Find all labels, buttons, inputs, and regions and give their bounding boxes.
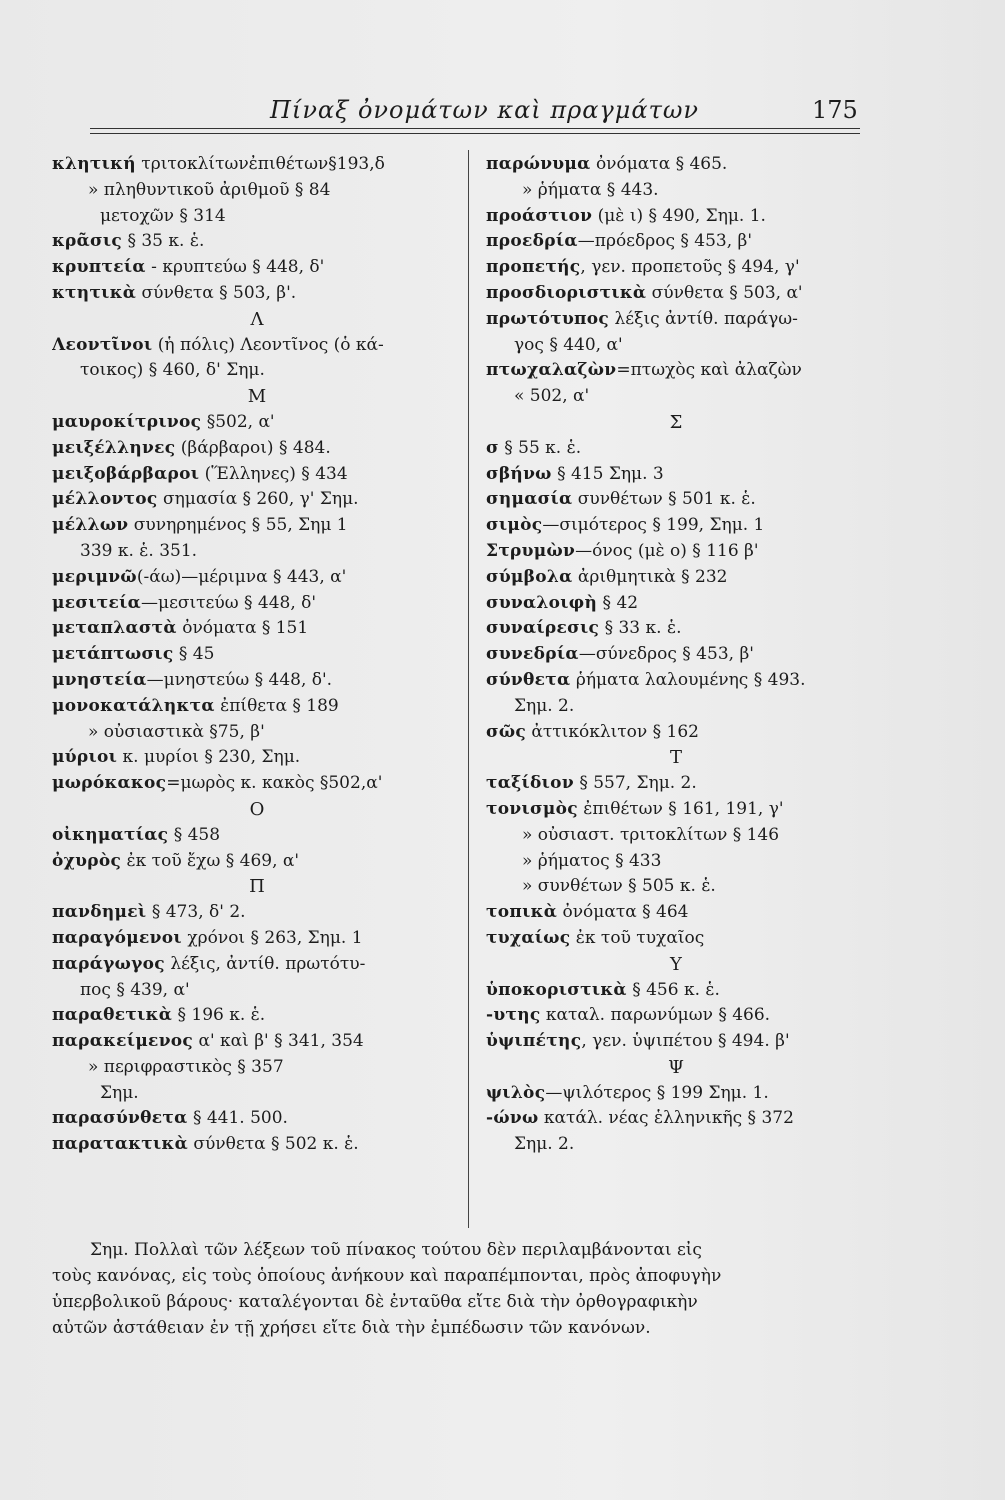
entry-reference: Σημ. — [100, 1082, 139, 1103]
footnote-line: τοὺς κανόνας, εἰς τοὺς ὁποίους ἀνήκουν καὶ παραπέμπονται, πρὸς ἀποφυγὴν — [52, 1266, 722, 1286]
entry-reference: Μ — [247, 386, 267, 408]
entry-headword: τοπικὰ — [486, 902, 558, 923]
entry-reference: Τ — [669, 747, 682, 769]
entry-headword: μύριοι — [52, 747, 118, 768]
index-entry — [52, 229, 462, 255]
entry-reference: Λ — [250, 308, 264, 330]
entry-reference: § 35 κ. ἑ. — [122, 231, 205, 252]
index-entry — [486, 720, 866, 746]
index-entry — [52, 849, 462, 875]
entry-reference: κατάλ. νέας ἑλληνικῆς § 372 — [538, 1108, 794, 1129]
entry-reference: « 502, α' — [514, 386, 590, 407]
entry-reference: Υ — [670, 953, 682, 975]
index-entry — [486, 874, 866, 900]
entry-headword: συνεδρία — [486, 644, 579, 665]
entry-headword: μέλλοντος — [52, 489, 158, 510]
entry-reference: μετοχῶν § 314 — [100, 205, 226, 226]
entry-headword: ὑποκοριστικὰ — [486, 979, 627, 1000]
entry-reference: ὀνόματα § 464 — [557, 902, 689, 923]
entry-reference: (μὲ ι) § 490, Σημ. 1. — [592, 205, 766, 226]
entry-reference: σύνθετα § 502 κ. ἑ. — [187, 1134, 359, 1155]
index-entry — [52, 1055, 462, 1081]
index-entry — [486, 462, 866, 488]
entry-headword: παρασύνθετα — [52, 1108, 188, 1129]
index-entry — [486, 204, 866, 230]
index-entry — [486, 513, 866, 539]
index-entry — [52, 255, 462, 281]
entry-reference: σημασία § 260, γ' Σημ. — [157, 489, 359, 510]
entry-reference: §502, α' — [201, 411, 275, 432]
index-entry — [52, 823, 462, 849]
entry-reference: - κρυπτεύω § 448, δ' — [145, 257, 325, 278]
index-entry — [486, 900, 866, 926]
index-entry — [52, 152, 462, 178]
entry-reference: Π — [249, 876, 265, 898]
section-letter — [486, 952, 866, 978]
index-entry — [52, 978, 462, 1004]
index-entry — [52, 1029, 462, 1055]
entry-headword: -υτης — [486, 1005, 541, 1026]
entry-headword: μετάπτωσις — [52, 644, 174, 665]
entry-headword: προάστιον — [486, 205, 593, 226]
entry-reference: Σ — [669, 411, 683, 433]
column-divider — [468, 150, 469, 1228]
index-entry — [486, 487, 866, 513]
entry-headword: μειξέλληνες — [52, 437, 176, 458]
entry-reference: καταλ. παρωνύμων § 466. — [540, 1005, 771, 1026]
entry-reference: (Ἕλληνες) § 434 — [199, 463, 348, 484]
index-entry — [52, 1081, 462, 1107]
entry-headword: τυχαίως — [486, 927, 571, 948]
entry-reference: , γεν. προπετοῦς § 494, γ' — [580, 257, 800, 278]
header-rule-thin — [90, 133, 860, 134]
entry-reference: ὀνόματα § 151 — [176, 618, 309, 639]
entry-headword: συναλοιφὴ — [486, 592, 598, 613]
index-entry — [486, 358, 866, 384]
index-entry — [486, 849, 866, 875]
index-entry — [486, 823, 866, 849]
section-letter — [486, 1055, 866, 1081]
entry-reference: (ἡ πόλις) Λεοντῖνος (ὁ κά- — [152, 334, 384, 355]
entry-headword: σημασία — [486, 489, 573, 510]
entry-headword: παραθετικὰ — [52, 1005, 173, 1026]
entry-headword: μαυροκίτρινος — [52, 411, 202, 432]
index-entry — [52, 616, 462, 642]
entry-reference: » οὐσιαστ. τριτοκλίτων § 146 — [522, 824, 780, 845]
entry-headword: παραγόμενοι — [52, 927, 182, 948]
entry-headword: μειξοβάρβαροι — [52, 463, 200, 484]
entry-reference: § 441. 500. — [187, 1108, 288, 1129]
entry-reference: § 458 — [168, 824, 221, 845]
entry-reference: ἐπίθετα § 189 — [214, 695, 339, 716]
entry-reference: σύνθετα § 503, α' — [646, 282, 803, 303]
section-letter — [52, 307, 462, 333]
entry-headword: σβήνω — [486, 463, 552, 484]
entry-headword: προπετής — [486, 257, 581, 278]
entry-reference: α' καὶ β' § 341, 354 — [193, 1031, 364, 1052]
entry-reference: (-άω)—μέριμνα § 443, α' — [136, 566, 347, 587]
index-entry — [52, 771, 462, 797]
entry-headword: παρακείμενος — [52, 1031, 194, 1052]
index-entry — [52, 178, 462, 204]
entry-reference: § 42 — [597, 592, 639, 613]
entry-headword: σύνθετα — [486, 669, 571, 690]
entry-reference: —μεσιτεύω § 448, δ' — [141, 592, 317, 613]
entry-headword: κτητικὰ — [52, 282, 137, 303]
entry-reference: =πτωχὸς καὶ ἀλαζὼν — [616, 360, 802, 381]
entry-reference: § 473, δ' 2. — [146, 902, 246, 923]
index-entry — [486, 281, 866, 307]
entry-reference: ῥήματα λαλουμένης § 493. — [570, 669, 806, 690]
entry-reference: λέξις, ἀντίθ. πρωτότυ- — [164, 953, 366, 974]
entry-headword: παρώνυμα — [486, 154, 591, 174]
entry-headword: συναίρεσις — [486, 618, 600, 639]
index-entry — [486, 307, 866, 333]
index-entry — [486, 539, 866, 565]
entry-headword: προεδρία — [486, 231, 578, 252]
index-entry — [52, 204, 462, 230]
index-entry — [52, 745, 462, 771]
entry-headword: παράγωγος — [52, 953, 165, 974]
index-entry — [52, 281, 462, 307]
header-rule — [90, 128, 860, 129]
entry-reference: =μωρὸς κ. κακὸς §502,α' — [166, 773, 383, 794]
entry-reference: » ῥήματα § 443. — [522, 179, 659, 200]
index-entry — [52, 926, 462, 952]
entry-headword: ψιλὸς — [486, 1082, 546, 1103]
entry-reference: —όνος (μὲ ο) § 116 β' — [575, 540, 759, 561]
entry-headword: πανδημεὶ — [52, 902, 147, 923]
index-entry — [486, 1132, 866, 1158]
index-entry — [486, 436, 866, 462]
entry-reference: § 45 — [173, 644, 215, 665]
section-letter — [486, 410, 866, 436]
entry-headword: μνηστεία — [52, 669, 147, 690]
section-letter — [52, 797, 462, 823]
index-entry — [52, 720, 462, 746]
index-entry — [486, 797, 866, 823]
index-entry — [52, 591, 462, 617]
entry-reference: κ. μυρίοι § 230, Σημ. — [117, 747, 301, 768]
footnote-line: Σημ. Πολλαὶ τῶν λέξεων τοῦ πίνακος τούτου δὲν περιλαμβάνονται εἰς — [90, 1240, 702, 1260]
entry-reference: , γεν. ὑψιπέτου § 494. β' — [581, 1031, 790, 1052]
entry-reference: § 415 Σημ. 3 — [551, 463, 664, 484]
entry-headword: σ — [486, 437, 499, 458]
entry-reference: 339 κ. ἑ. 351. — [80, 540, 198, 561]
index-entry — [486, 978, 866, 1004]
entry-headword: ὀχυρὸς — [52, 850, 122, 871]
index-entry — [52, 436, 462, 462]
index-entry — [52, 539, 462, 565]
index-entry — [52, 694, 462, 720]
index-entry — [486, 1003, 866, 1029]
index-entry — [486, 926, 866, 952]
entry-reference: τριτοκλίτωνἐπιθέτων§193,δ — [135, 154, 385, 174]
index-entry — [52, 487, 462, 513]
index-entry — [52, 513, 462, 539]
index-entry — [486, 255, 866, 281]
index-entry — [486, 771, 866, 797]
entry-headword: μονοκατάληκτα — [52, 695, 215, 716]
entry-reference: λέξις ἀντίθ. παράγω- — [609, 308, 798, 329]
index-entry — [486, 178, 866, 204]
entry-headword: κρυπτεία — [52, 257, 146, 278]
entry-reference: ἐπιθέτων § 161, 191, γ' — [577, 798, 784, 819]
entry-reference: —ψιλότερος § 199 Σημ. 1. — [545, 1082, 769, 1103]
index-entry — [52, 1003, 462, 1029]
entry-headword: κρᾶσις — [52, 231, 123, 252]
entry-reference: » οὐσιαστικὰ §75, β' — [88, 721, 265, 742]
entry-headword: σῶς — [486, 721, 526, 742]
entry-reference: συνηρημένος § 55, Σημ 1 — [128, 515, 348, 536]
section-letter — [52, 384, 462, 410]
entry-headword: μεταπλαστὰ — [52, 618, 177, 639]
index-entry — [52, 668, 462, 694]
index-entry — [52, 358, 462, 384]
entry-headword: σύμβολα — [486, 566, 573, 587]
entry-headword: μωρόκακος — [52, 773, 167, 794]
entry-reference: Σημ. 2. — [514, 695, 575, 716]
footnote-line: ὑπερβολικοῦ βάρους· καταλέγονται δὲ ἐνταῦθα εἴτε διὰ τὴν ὀρθογραφικὴν — [52, 1292, 698, 1312]
entry-headword: -ώνω — [486, 1108, 539, 1129]
entry-headword: τονισμὸς — [486, 798, 578, 819]
entry-reference: —μνηστεύω § 448, δ'. — [146, 669, 333, 690]
entry-headword: σιμὸς — [486, 515, 543, 536]
entry-headword: παρατακτικὰ — [52, 1134, 188, 1155]
index-entry — [486, 694, 866, 720]
entry-reference: ὀνόματα § 465. — [590, 154, 728, 174]
entry-reference: § 55 κ. ἑ. — [498, 437, 582, 458]
entry-reference: § 557, Σημ. 2. — [573, 773, 697, 794]
index-entry — [52, 952, 462, 978]
page-number: 175 — [812, 96, 858, 124]
entry-reference: § 33 κ. ἑ. — [599, 618, 682, 639]
index-entry — [52, 1106, 462, 1132]
index-entry — [486, 616, 866, 642]
index-entry — [52, 642, 462, 668]
entry-reference: Ο — [249, 798, 265, 820]
entry-reference: χρόνοι § 263, Σημ. 1 — [181, 927, 363, 948]
entry-reference: —σύνεδρος § 453, β' — [578, 644, 754, 665]
entry-headword: οἰκηματίας — [52, 824, 169, 845]
index-entry — [52, 900, 462, 926]
entry-reference: ἀριθμητικὰ § 232 — [572, 566, 728, 587]
index-entry — [486, 333, 866, 359]
index-entry — [52, 333, 462, 359]
entry-reference: —σιμότερος § 199, Σημ. 1 — [542, 515, 765, 536]
index-entry — [486, 1081, 866, 1107]
entry-reference: ἐκ τοῦ ἔχω § 469, α' — [121, 850, 300, 871]
entry-reference: τοικος) § 460, δ' Σημ. — [80, 360, 265, 381]
running-header-title: Πίναξ ὀνομάτων καὶ πραγμάτων — [270, 96, 700, 124]
index-entry — [486, 152, 866, 178]
entry-headword: πρωτότυπος — [486, 308, 610, 329]
entry-reference: πος § 439, α' — [80, 979, 190, 1000]
index-entry — [486, 1029, 866, 1055]
index-entry — [52, 410, 462, 436]
section-letter — [52, 874, 462, 900]
index-entry — [486, 591, 866, 617]
entry-headword: μέλλων — [52, 515, 129, 536]
index-entry — [52, 565, 462, 591]
entry-headword: ταξίδιον — [486, 773, 574, 794]
index-entry — [52, 1132, 462, 1158]
entry-reference: Σημ. 2. — [514, 1134, 575, 1155]
entry-reference: » περιφραστικὸς § 357 — [88, 1056, 284, 1077]
entry-reference: γος § 440, α' — [514, 334, 623, 355]
footnote-line: αὐτῶν ἀστάθειαν ἐν τῇ χρήσει εἴτε διὰ τὴν ἐμπέδωσιν τῶν κανόνων. — [52, 1318, 651, 1338]
entry-reference: § 456 κ. ἑ. — [626, 979, 720, 1000]
entry-reference: § 196 κ. ἑ. — [172, 1005, 266, 1026]
index-entry — [486, 565, 866, 591]
entry-reference: ἀττικόκλιτον § 162 — [525, 721, 699, 742]
index-entry — [486, 642, 866, 668]
entry-reference: σύνθετα § 503, β'. — [136, 282, 297, 303]
entry-reference: ἐκ τοῦ τυχαῖος — [570, 927, 705, 948]
entry-headword: μεριμνῶ — [52, 566, 137, 587]
entry-reference: » ῥήματος § 433 — [522, 850, 662, 871]
entry-reference: —πρόεδρος § 453, β' — [577, 231, 753, 252]
footnote — [52, 1237, 862, 1341]
entry-headword: Λεοντῖνοι — [52, 334, 153, 355]
entry-headword: μεσιτεία — [52, 592, 142, 613]
index-entry — [486, 229, 866, 255]
index-entry — [486, 384, 866, 410]
index-column-left — [52, 152, 462, 1158]
entry-headword: Στρυμὼν — [486, 540, 576, 561]
index-entry — [486, 1106, 866, 1132]
entry-headword: προσδιοριστικὰ — [486, 282, 647, 303]
index-entry — [52, 462, 462, 488]
entry-reference: Ψ — [668, 1056, 684, 1078]
section-letter — [486, 745, 866, 771]
entry-headword: ὑψιπέτης — [486, 1031, 582, 1052]
entry-reference: » πληθυντικοῦ ἀριθμοῦ § 84 — [88, 179, 331, 200]
entry-reference: συνθέτων § 501 κ. ἑ. — [572, 489, 756, 510]
index-entry — [486, 668, 866, 694]
entry-headword: κλητική — [52, 154, 136, 174]
entry-headword: πτωχαλαζὼν — [486, 360, 617, 381]
entry-reference: » συνθέτων § 505 κ. ἑ. — [522, 876, 716, 897]
entry-reference: (βάρβαροι) § 484. — [175, 437, 331, 458]
index-column-right — [486, 152, 866, 1158]
